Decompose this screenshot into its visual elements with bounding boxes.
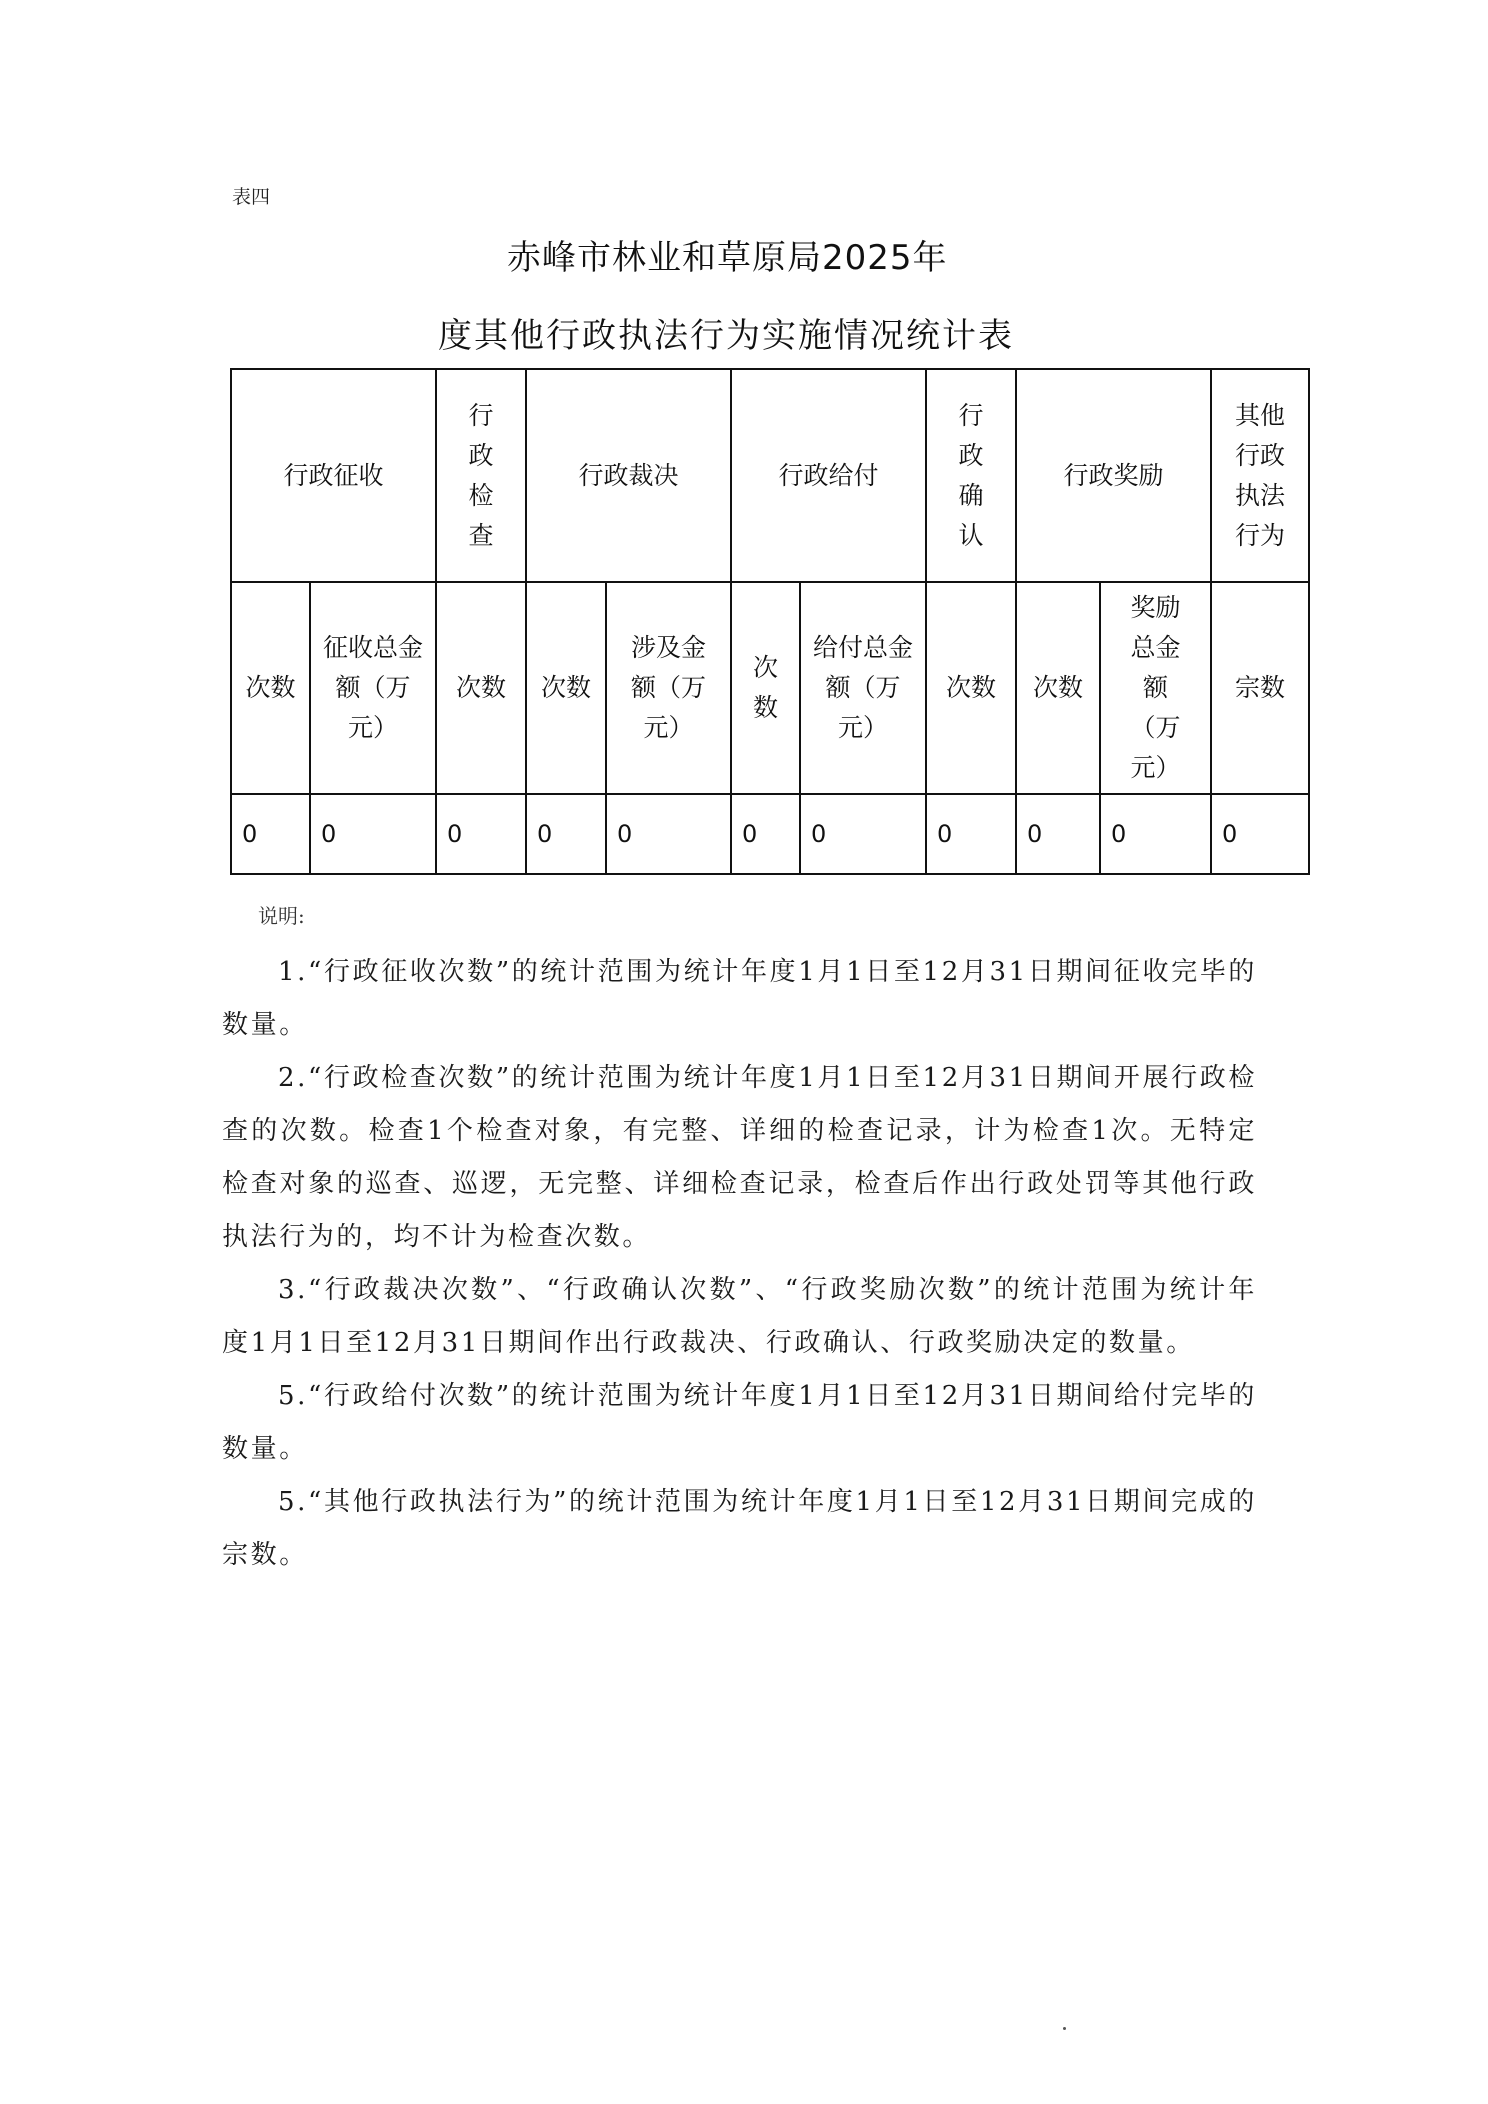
value-payment-count: 0 xyxy=(731,794,800,874)
value-adjudication-amount: 0 xyxy=(606,794,731,874)
scan-speck xyxy=(1063,2027,1066,2030)
table-row xyxy=(231,794,1309,874)
document-title-line-1: 赤峰市林业和草原局2025年 xyxy=(507,238,948,278)
value-payment-amount: 0 xyxy=(800,794,926,874)
notes-section xyxy=(222,946,1257,1582)
value-adjudication-count: 0 xyxy=(526,794,606,874)
subheader-reward-count: 次数 xyxy=(1016,582,1100,794)
subheader-payment-count: 次数 xyxy=(731,582,800,794)
header-other-enforcement: 其他行政执法行为 xyxy=(1211,369,1309,582)
header-administrative-confirmation: 行政确认 xyxy=(926,369,1016,582)
subheader-payment-amount: 给付总金额（万元） xyxy=(800,582,926,794)
subheader-reward-amount: 奖励总金额（万元） xyxy=(1100,582,1211,794)
header-administrative-payment: 行政给付 xyxy=(731,369,926,582)
subheader-levy-count: 次数 xyxy=(231,582,310,794)
note-item: 2.“行政检查次数”的统计范围为统计年度1月1日至12月31日期间开展行政检查的次数。检查1个检查对象，有完整、详细的检查记录，计为检查1次。无特定检查对象的巡查、巡逻，无完整、详细检查记录，检查后作出行政处罚等其他行政执法行为的，均不计为检查次数。 xyxy=(222,1063,1257,1252)
subheader-levy-amount: 征收总金额（万元） xyxy=(310,582,436,794)
group-header-row xyxy=(231,369,1309,582)
header-administrative-levy: 行政征收 xyxy=(231,369,436,582)
sub-header-row xyxy=(231,582,1309,794)
value-case-count: 0 xyxy=(1211,794,1309,874)
note-item: 1.“行政征收次数”的统计范围为统计年度1月1日至12月31日期间征收完毕的数量。 xyxy=(222,957,1257,1040)
value-reward-amount: 0 xyxy=(1100,794,1211,874)
value-inspection-count: 0 xyxy=(436,794,526,874)
header-administrative-inspection: 行政检查 xyxy=(436,369,526,582)
subheader-adjudication-amount: 涉及金额（万元） xyxy=(606,582,731,794)
value-levy-amount: 0 xyxy=(310,794,436,874)
note-item: 3.“行政裁决次数”、“行政确认次数”、“行政奖励次数”的统计范围为统计年度1月1日至12月31日期间作出行政裁决、行政确认、行政奖励决定的数量。 xyxy=(222,1275,1257,1358)
table-number-label: 表四 xyxy=(232,186,271,208)
value-levy-count: 0 xyxy=(231,794,310,874)
note-item: 5.“行政给付次数”的统计范围为统计年度1月1日至12月31日期间给付完毕的数量。 xyxy=(222,1381,1257,1464)
subheader-adjudication-count: 次数 xyxy=(526,582,606,794)
header-administrative-reward: 行政奖励 xyxy=(1016,369,1211,582)
subheader-inspection-count: 次数 xyxy=(436,582,526,794)
value-confirmation-count: 0 xyxy=(926,794,1016,874)
statistics-table xyxy=(230,368,1310,875)
notes-label: 说明: xyxy=(258,904,305,928)
document-title-line-2: 度其他行政执法行为实施情况统计表 xyxy=(438,316,1014,356)
value-reward-count: 0 xyxy=(1016,794,1100,874)
subheader-case-count: 宗数 xyxy=(1211,582,1309,794)
note-item: 5.“其他行政执法行为”的统计范围为统计年度1月1日至12月31日期间完成的宗数。 xyxy=(222,1487,1257,1570)
header-administrative-adjudication: 行政裁决 xyxy=(526,369,731,582)
subheader-confirmation-count: 次数 xyxy=(926,582,1016,794)
